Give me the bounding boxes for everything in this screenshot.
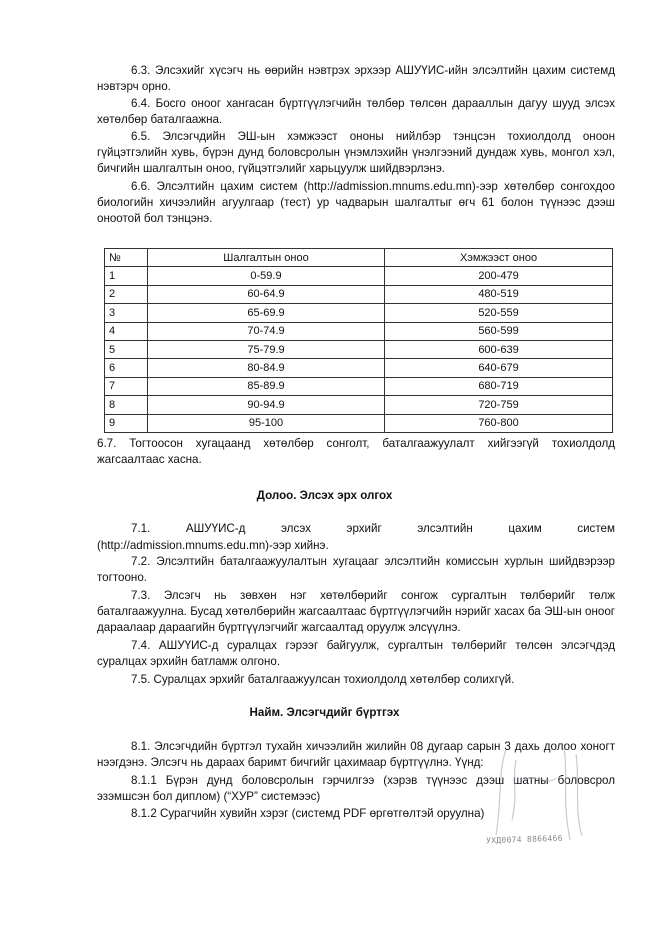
column-header-scaled-score: Хэмжээст оноо bbox=[385, 249, 613, 267]
scaled-score-cell: 560-599 bbox=[385, 322, 613, 340]
section-8-heading: Найм. Элсэгчдийг бүртгэх bbox=[249, 706, 400, 719]
word: элсэх bbox=[281, 522, 311, 535]
column-header-number: № bbox=[105, 249, 148, 267]
table-row bbox=[105, 414, 613, 432]
scaled-score-cell: 680-719 bbox=[385, 377, 613, 395]
word: элсэлтийн bbox=[417, 522, 473, 535]
paragraph-7-1-continuation: (http://admission.mnums.edu.mn)-ээр хийнэ. bbox=[97, 539, 329, 552]
exam-score-cell: 65-69.9 bbox=[148, 304, 385, 322]
paragraph-8-1-1: 8.1.1 Бүрэн дунд боловсролын гэрчилгээ (хэрэв түүнээс дээш шатны боловсрол эзэмшсэн бол диплом) (“ХУР” системээс) bbox=[97, 774, 615, 803]
exam-score-cell: 85-89.9 bbox=[148, 377, 385, 395]
row-number-cell: 9 bbox=[105, 414, 148, 432]
score-table-body bbox=[105, 267, 613, 433]
exam-score-cell: 90-94.9 bbox=[148, 396, 385, 414]
paragraph-7-4: 7.4. АШУҮИС-д суралцах гэрээг байгуулж, сургалтын төлбөрийг төлсөн элсэгчдэд суралцах эрхийн батламж олгоно. bbox=[97, 639, 615, 668]
paragraph-6-6: 6.6. Элсэлтийн цахим систем (http://admission.mnums.edu.mn)-ээр хөтөлбөр сонгохдоо биологийн хичээлийн агуулгаар (тест) ур чадварын шалгалтыг өгч 61 болон түүнээс дээш оноотой бол тэнцэнэ. bbox=[97, 180, 615, 225]
table-row bbox=[105, 396, 613, 414]
scaled-score-cell: 600-639 bbox=[385, 340, 613, 358]
row-number-cell: 2 bbox=[105, 285, 148, 303]
row-number-cell: 3 bbox=[105, 304, 148, 322]
table-row bbox=[105, 377, 613, 395]
paragraph-7-1-first-line bbox=[97, 521, 615, 537]
row-number-cell: 4 bbox=[105, 322, 148, 340]
paragraph-6-3: 6.3. Элсэхийг хүсэгч нь өөрийн нэвтрэх эрхээр АШУҮИС-ийн элсэлтийн цахим системд нэвтэрч орно. bbox=[97, 64, 615, 93]
row-number-cell: 1 bbox=[105, 267, 148, 285]
paragraph-7-2: 7.2. Элсэлтийн баталгаажуулалтын хугацааг элсэлтийн комиссын хурлын шийдвэрээр тогтооно. bbox=[97, 555, 615, 584]
exam-score-cell: 70-74.9 bbox=[148, 322, 385, 340]
paragraph-6-5: 6.5. Элсэгчдийн ЭШ-ын хэмжээст ононы нийлбэр тэнцсэн тохиолдолд оноон гүйцэтгэлийн хувь, бүрэн дунд боловсролын үнэмлэхийн үнэлгээний дундаж хувь, монгол хэл, бичгийн шалгалтын оноо, гүйцэтгэлийг харьцуулж шийдвэрлэнэ. bbox=[97, 130, 615, 175]
row-number-cell: 6 bbox=[105, 359, 148, 377]
paragraph-6-4: 6.4. Босго оноог хангасан бүртгүүлэгчийн төлбөр төлсөн дарааллын дагуу шууд элсэх хөтөлбөр баталгаажна. bbox=[97, 97, 615, 126]
table-row bbox=[105, 267, 613, 285]
exam-score-cell: 0-59.9 bbox=[148, 267, 385, 285]
word: систем bbox=[577, 522, 615, 535]
scaled-score-cell: 200-479 bbox=[385, 267, 613, 285]
paragraph-7-3: 7.3. Элсэгч нь зөвхөн нэг хөтөлбөрийг сонгож сургалтын төлбөрийг төлж баталгаажуулна. Бусад хөтөлбөрийн жагсаалтаас бүртгүүлэгчийн нэрийг хасах ба ЭШ-ын оноог дараалаар дараагийн бүртгүүлэгчийг жагсаалтад оруулж элсүүлнэ. bbox=[97, 589, 615, 634]
table-row bbox=[105, 340, 613, 358]
scaled-score-cell: 520-559 bbox=[385, 304, 613, 322]
stamp-serial-number: УХД0074 8866466 bbox=[485, 833, 563, 846]
row-number-cell: 5 bbox=[105, 340, 148, 358]
paragraph-8-1-2: 8.1.2 Сурагчийн хувийн хэрэг (системд PDF өргөтгөлтэй оруулна) bbox=[131, 807, 485, 820]
exam-score-cell: 60-64.9 bbox=[148, 285, 385, 303]
paragraph-6-7: 6.7. Тогтоосон хугацаанд хөтөлбөр сонголт, баталгаажуулалт хийгээгүй тохиолдолд жагсаалтаас хасна. bbox=[97, 437, 615, 466]
row-number-cell: 7 bbox=[105, 377, 148, 395]
column-header-exam-score: Шалгалтын оноо bbox=[148, 249, 385, 267]
exam-score-cell: 95-100 bbox=[148, 414, 385, 432]
table-header-row bbox=[105, 249, 613, 267]
paragraph-7-5: 7.5. Суралцах эрхийг баталгаажуулсан тохиолдолд хөтөлбөр солихгүй. bbox=[131, 673, 515, 686]
table-row bbox=[105, 304, 613, 322]
word: АШУҮИС-д bbox=[185, 522, 246, 535]
row-number-cell: 8 bbox=[105, 396, 148, 414]
table-row bbox=[105, 285, 613, 303]
table-row bbox=[105, 359, 613, 377]
word: эрхийг bbox=[346, 522, 382, 535]
word: 7.1. bbox=[131, 522, 151, 535]
exam-score-cell: 75-79.9 bbox=[148, 340, 385, 358]
scaled-score-cell: 480-519 bbox=[385, 285, 613, 303]
scaled-score-cell: 760-800 bbox=[385, 414, 613, 432]
score-conversion-table bbox=[104, 248, 613, 433]
scaled-score-cell: 640-679 bbox=[385, 359, 613, 377]
section-7-heading: Долоо. Элсэх эрх олгох bbox=[256, 489, 393, 502]
word: цахим bbox=[508, 522, 542, 535]
exam-score-cell: 80-84.9 bbox=[148, 359, 385, 377]
table-row bbox=[105, 322, 613, 340]
scaled-score-cell: 720-759 bbox=[385, 396, 613, 414]
paragraph-8-1: 8.1. Элсэгчдийн бүртгэл тухайн хичээлийн жилийн 08 дугаар сарын 3 дахь долоо хоногт нээгдэнэ. Элсэгч нь дараах баримт бичгийг цахимаар бүртгүүлнэ. Үүнд: bbox=[97, 740, 615, 769]
